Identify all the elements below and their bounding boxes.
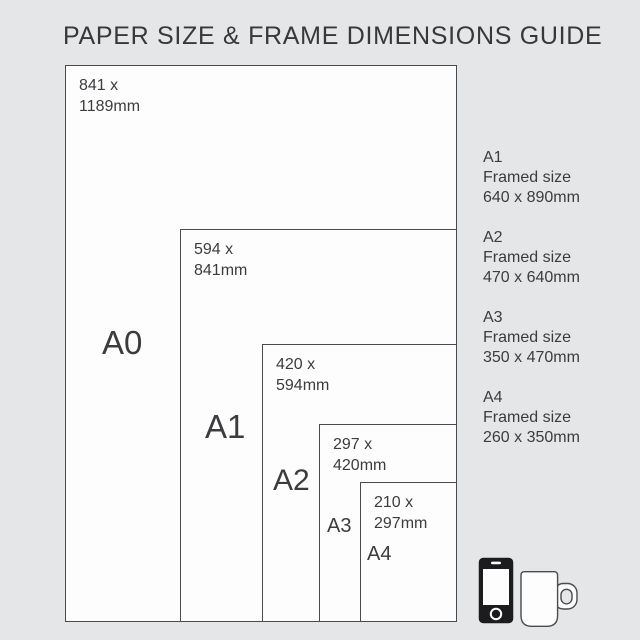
page-title: PAPER SIZE & FRAME DIMENSIONS GUIDE — [63, 22, 603, 50]
framed-size-dimensions: 470 x 640mm — [483, 269, 580, 286]
framed-size-dimensions: 260 x 350mm — [483, 429, 580, 446]
framed-size-item-a1 — [483, 148, 580, 208]
framed-size-dimensions: 350 x 470mm — [483, 349, 580, 366]
paper-dimensions-a3 — [333, 434, 386, 476]
framed-size-name: A4 — [483, 389, 503, 406]
framed-size-dimensions: 640 x 890mm — [483, 189, 580, 206]
dim-line1: 297 x — [333, 436, 373, 453]
paper-dimensions-a2 — [276, 354, 329, 396]
paper-label-a2: A2 — [273, 464, 310, 497]
framed-size-item-a3 — [483, 308, 580, 368]
dim-line2: 594mm — [276, 377, 330, 394]
dim-line1: 841 x — [79, 77, 119, 94]
dim-line2: 420mm — [333, 457, 387, 474]
paper-label-a3: A3 — [327, 515, 352, 537]
framed-size-name: A3 — [483, 309, 503, 326]
paper-label-a1: A1 — [205, 408, 246, 445]
paper-label-a4: A4 — [367, 543, 392, 565]
dim-line2: 297mm — [374, 515, 428, 532]
dim-line2: 841mm — [194, 262, 248, 279]
paper-dimensions-a1 — [194, 239, 247, 281]
paper-dimensions-a0 — [79, 75, 140, 117]
dim-line1: 594 x — [194, 241, 234, 258]
framed-size-caption: Framed size — [483, 169, 572, 186]
dim-line1: 420 x — [276, 356, 316, 373]
framed-size-name: A1 — [483, 149, 503, 166]
paper-box-a4 — [360, 482, 457, 622]
smartphone-icon — [478, 557, 514, 624]
paper-label-a0: A0 — [102, 324, 143, 361]
framed-size-list — [483, 148, 580, 468]
dim-line2: 1189mm — [79, 98, 141, 115]
framed-size-caption: Framed size — [483, 249, 572, 266]
mug-icon — [520, 570, 578, 628]
framed-size-caption: Framed size — [483, 329, 572, 346]
framed-size-name: A2 — [483, 229, 503, 246]
paper-dimensions-a4 — [374, 492, 427, 534]
framed-size-item-a2 — [483, 228, 580, 288]
dim-line1: 210 x — [374, 494, 414, 511]
framed-size-caption: Framed size — [483, 409, 572, 426]
framed-size-item-a4 — [483, 388, 580, 448]
